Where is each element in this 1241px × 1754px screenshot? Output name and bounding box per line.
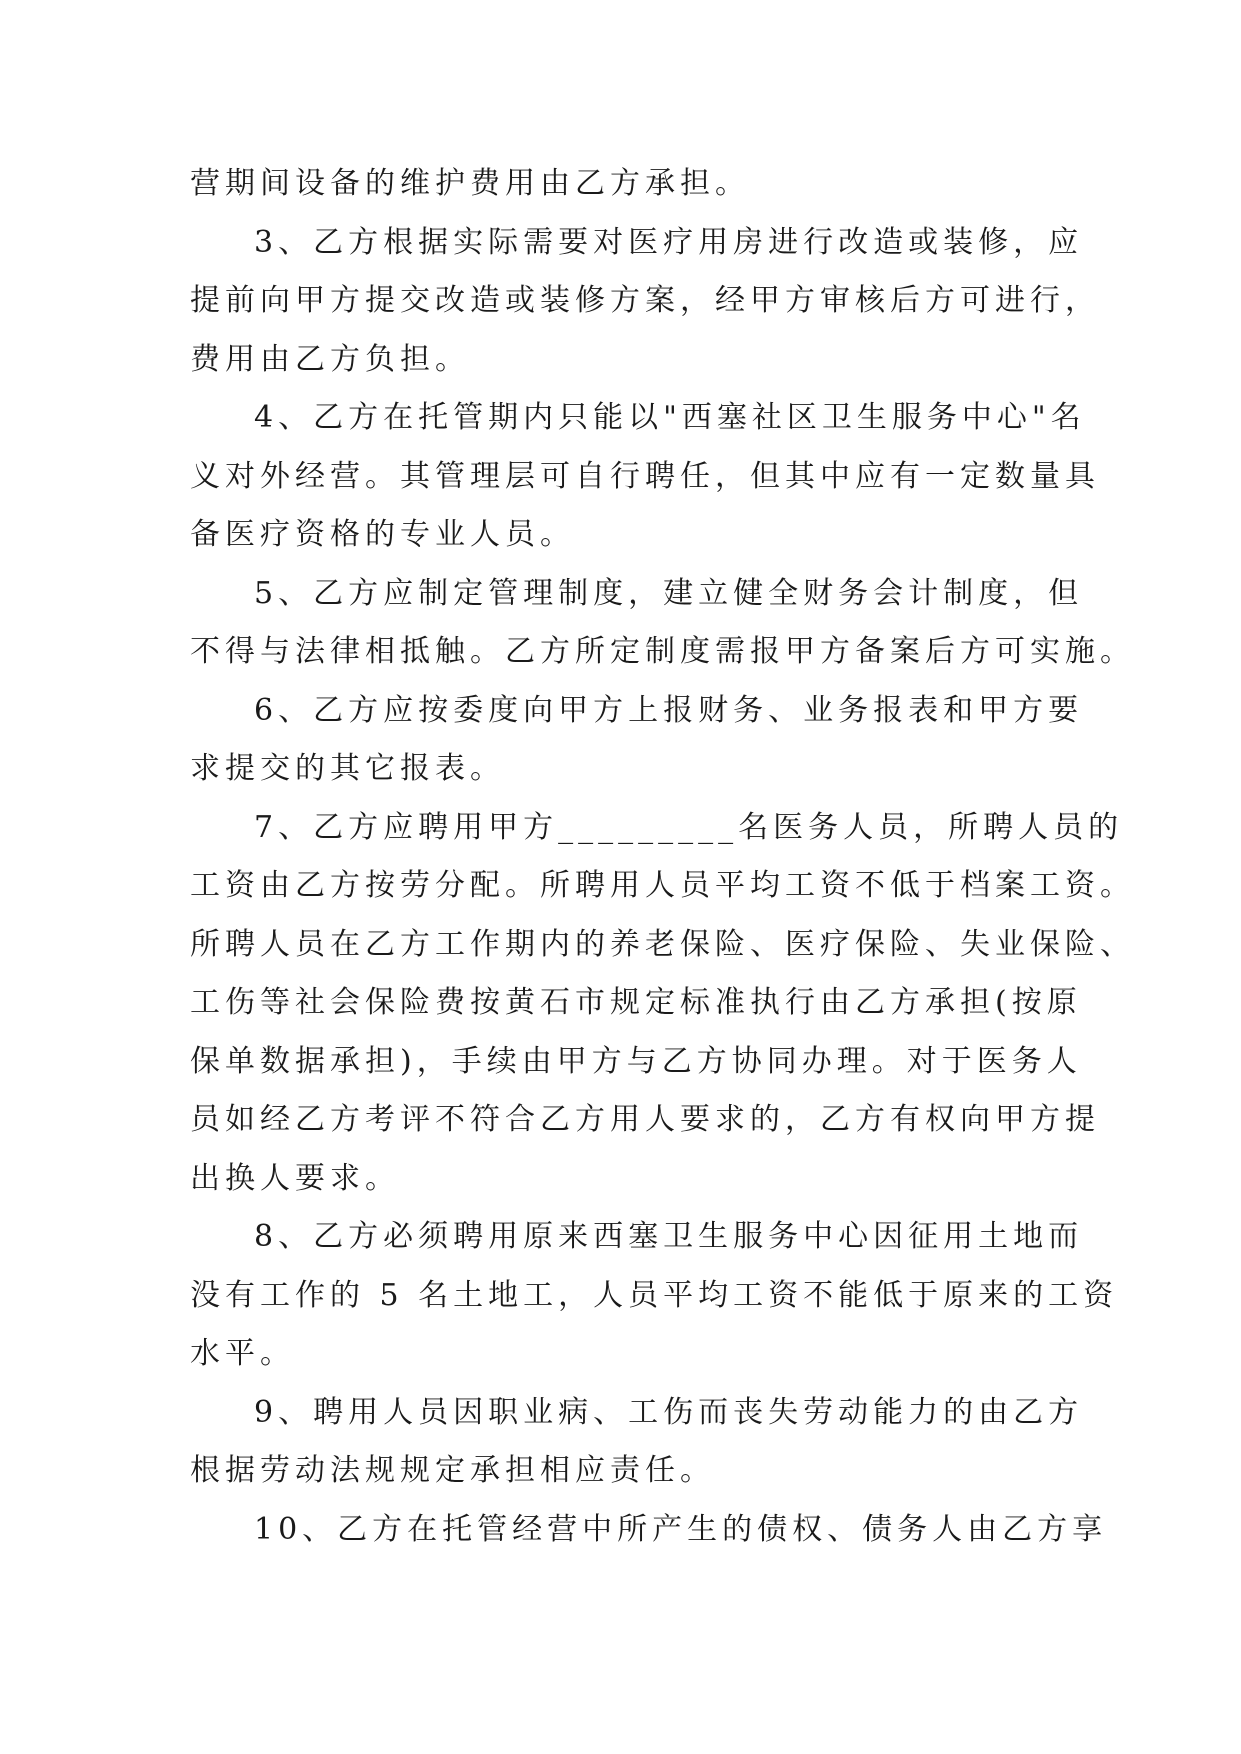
text-line: 没有工作的 5 名土地工，人员平均工资不能低于原来的工资	[190, 1277, 1119, 1313]
text-line: 出换人要求。	[190, 1160, 400, 1196]
text-line: 工伤等社会保险费按黄石市规定标准执行由乙方承担(按原	[190, 985, 1082, 1020]
text-line: 10、乙方在托管经营中所产生的债权、债务人由乙方享	[254, 1511, 1108, 1547]
text-line: 保单数据承担)，手续由甲方与乙方协同办理。对于医务人	[190, 1043, 1082, 1079]
text-line: 4、乙方在托管期内只能以"西塞社区卫生服务中心"名	[254, 400, 1086, 435]
text-line: 义对外经营。其管理层可自行聘任，但其中应有一定数量具	[190, 458, 1100, 494]
text-line: 3、乙方根据实际需要对医疗用房进行改造或装修，应	[254, 224, 1084, 260]
text-line: 费用由乙方负担。	[190, 341, 470, 377]
text-line: 工资由乙方按劳分配。所聘用人员平均工资不低于档案工资。	[190, 868, 1135, 903]
text-line: 8、乙方必须聘用原来西塞卫生服务中心因征用土地而	[254, 1219, 1084, 1254]
text-line: 水平。	[190, 1336, 295, 1371]
text-line: 备医疗资格的专业人员。	[190, 517, 575, 552]
text-line: 根据劳动法规规定承担相应责任。	[190, 1453, 715, 1488]
text-line: 提前向甲方提交改造或装修方案，经甲方审核后方可进行，	[190, 283, 1100, 318]
text-line: 不得与法律相抵触。乙方所定制度需报甲方备案后方可实施。	[190, 634, 1135, 669]
text-line: 员如经乙方考评不符合乙方用人要求的，乙方有权向甲方提	[190, 1102, 1100, 1137]
text-line: 求提交的其它报表。	[190, 751, 505, 786]
text-line: 7、乙方应聘用甲方_________名医务人员，所聘人员的	[254, 809, 1124, 845]
text-line: 5、乙方应制定管理制度，建立健全财务会计制度，但	[254, 575, 1084, 611]
text-line: 9、聘用人员因职业病、工伤而丧失劳动能力的由乙方	[254, 1394, 1084, 1430]
document-body	[190, 155, 1135, 1559]
text-line: 营期间设备的维护费用由乙方承担。	[190, 166, 750, 201]
text-line: 所聘人员在乙方工作期内的养老保险、医疗保险、失业保险、	[190, 926, 1135, 962]
text-line: 6、乙方应按委度向甲方上报财务、业务报表和甲方要	[254, 692, 1084, 728]
